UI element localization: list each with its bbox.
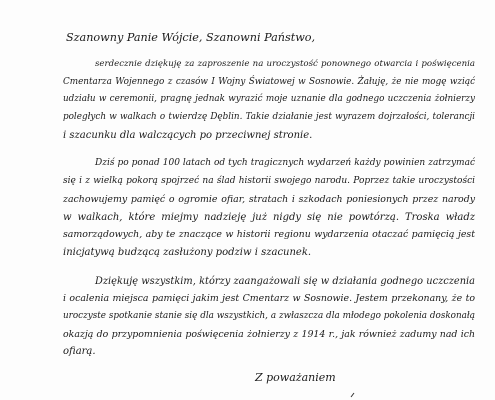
- text-line: samorządowych, aby te znaczące w historii regionu wydarzenia otaczać pamięcią jest: [63, 229, 475, 241]
- signature-mark: [350, 392, 356, 398]
- text-line: zachowujemy pamięć o ogromie ofiar, stratach i szkodach poniesionych przez narody: [63, 193, 475, 205]
- paragraph-history: [63, 155, 475, 261]
- text-line: inicjatywą budzącą zasłużony podziw i szacunek.: [63, 246, 312, 258]
- text-line: ofiarą.: [63, 346, 96, 358]
- text-line: serdecznie dziękuję za zaproszenie na uroczystość ponownego otwarcia i poświęcenia: [95, 59, 475, 69]
- text-line: w walkach, które miejmy nadzieję już nigdy się nie powtórzą. Troska władz: [63, 211, 475, 223]
- text-line: Cmentarza Wojennego z czasów I Wojny Światowej w Sosnowie. Żałuję, że nie mogę wziąć: [63, 76, 475, 87]
- letter-greeting: Szanowny Panie Wójcie, Szanowni Państwo,: [66, 31, 316, 44]
- text-line: uroczyste spotkanie stanie się dla wszystkich, a zwłaszcza dla młodego pokolenia doskonałą: [63, 310, 475, 321]
- text-line: Dziś po ponad 100 latach od tych tragicznych wydarzeń każdy powinien zatrzymać: [95, 158, 475, 169]
- letter-closing: Z poważaniem: [255, 371, 336, 384]
- letter-body: [63, 56, 475, 372]
- text-line: się i z wielką pokorą spojrzeć na ślad historii swojego narodu. Poprzez takie uroczystości: [63, 176, 475, 187]
- text-line: i ocalenia miejsca pamięci jakim jest Cmentarz w Sosnowie. Jestem przekonany, że to: [63, 293, 475, 305]
- text-line: Dziękuję wszystkim, którzy zaangażowali się w działania godnego uczczenia: [95, 275, 475, 287]
- paragraph-invitation: [63, 56, 475, 144]
- paragraph-thanks: [63, 273, 475, 361]
- text-line: poległych w walkach o twierdzę Dęblin. Takie działanie jest wyrazem dojrzałości, tolerancji: [63, 112, 475, 123]
- text-line: okazją do przypomnienia poświęcenia żołnierzy z 1914 r., jak również zadumy nad ich: [63, 328, 475, 340]
- text-line: udziału w ceremonii, pragnę jednak wyrazić moje uznanie dla godnego uczczenia żołnierzy: [63, 94, 475, 105]
- text-line: i szacunku dla walczących po przeciwnej stronie.: [63, 129, 313, 141]
